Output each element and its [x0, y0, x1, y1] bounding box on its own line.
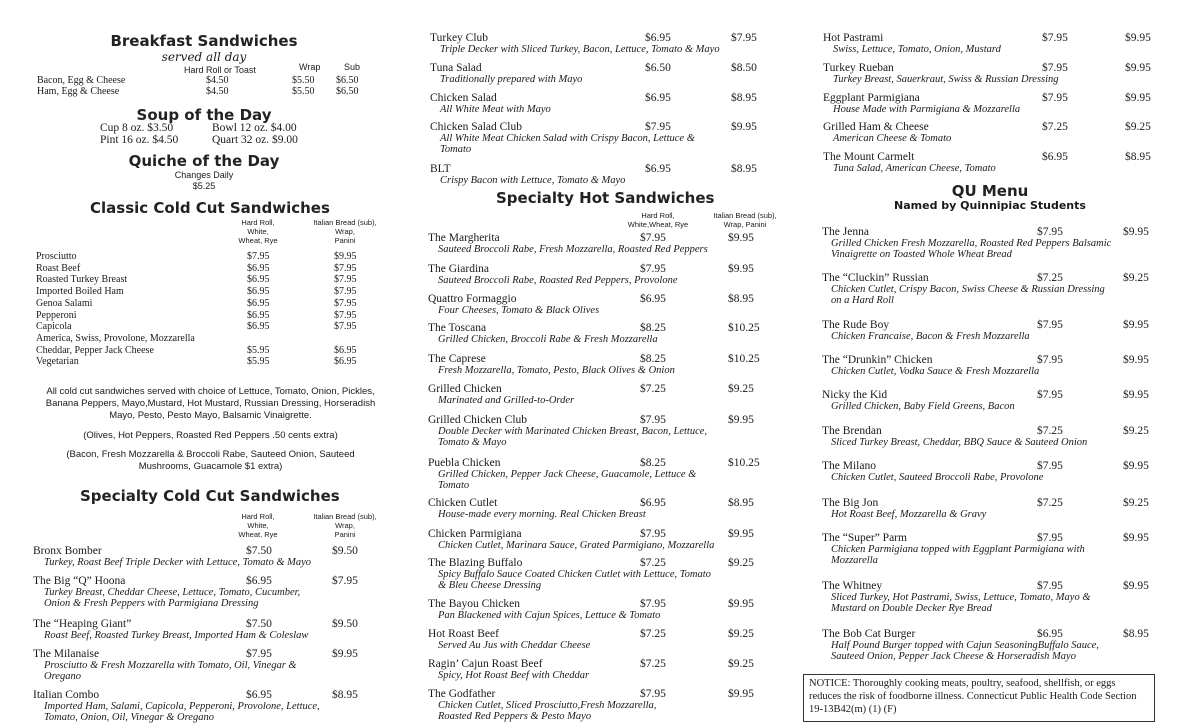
menu-item-description: House Made with Parmigiana & Mozzarella	[833, 104, 1021, 115]
breakfast-header-sub: Sub	[344, 62, 361, 72]
specialty-cold-header-roll: Hard Roll, White, Wheat, Rye	[238, 512, 278, 539]
menu-item-price-roll: $7.95	[1037, 319, 1063, 331]
menu-item-description: All White Meat Chicken Salad with Crispy Bacon, Lettuce & Tomato	[440, 133, 695, 155]
menu-item-description: Grilled Chicken, Baby Field Greens, Bacon	[831, 401, 1015, 412]
menu-item-description: Chicken Cutlet, Sliced Prosciutto,Fresh Mozzarella, Roasted Red Peppers & Pesto Mayo	[438, 700, 657, 722]
classic-item-name: Vegetarian	[36, 356, 79, 368]
menu-item-description: Imported Ham, Salami, Capicola, Pepperoni, Provolone, Lettuce, Tomato, Onion, Oil, Vinegar & Oregano	[44, 701, 320, 723]
menu-item-name: Puebla Chicken	[428, 457, 501, 469]
classic-price-roll: $6.95	[247, 286, 270, 298]
menu-item-description: Chicken Cutlet, Crispy Bacon, Swiss Cheese & Russian Dressing on a Hard Roll	[831, 284, 1105, 306]
menu-item-description: Served Au Jus with Cheddar Cheese	[438, 640, 591, 651]
specialty-cold-header-sub: Italian Bread (sub), Wrap, Panini	[313, 512, 377, 539]
menu-item-price-roll: $7.95	[1037, 580, 1063, 592]
menu-item-description: Grilled Chicken Fresh Mozzarella, Roasted Red Peppers Balsamic Vinaigrette on Toasted Whole Wheat Bread	[831, 238, 1112, 260]
menu-item-description: House-made every morning. Real Chicken Breast	[438, 509, 646, 520]
classic-price-sub: $7.95	[334, 262, 357, 274]
menu-item-price-sub: $9.25	[728, 658, 754, 670]
menu-item-price-roll: $7.50	[246, 545, 272, 557]
classic-item-name: America, Swiss, Provolone, Mozzarella	[36, 332, 195, 344]
menu-item-price-roll: $8.25	[640, 457, 666, 469]
menu-item-price-sub: $9.95	[1123, 319, 1149, 331]
menu-item-price-sub: $9.95	[1123, 580, 1149, 592]
specialty-cold-title: Specialty Cold Cut Sandwiches	[80, 487, 340, 505]
classic-price-roll: $6.95	[247, 321, 270, 333]
menu-item-price-sub: $9.95	[1125, 62, 1151, 74]
breakfast-price-wrap: $5.50	[292, 75, 315, 86]
classic-note-extras-50: (Olives, Hot Peppers, Roasted Red Peppers .50 cents extra)	[83, 430, 338, 441]
menu-item-price-roll: $7.95	[1037, 354, 1063, 366]
classic-item-name: Genoa Salami	[36, 297, 93, 309]
classic-price-roll: $5.95	[247, 344, 270, 356]
breakfast-price-roll: $4.50	[206, 75, 229, 86]
menu-item-price-sub: $8.95	[1123, 628, 1149, 640]
menu-item-description: Prosciutto & Fresh Mozzarella with Tomato, Oil, Vinegar & Oregano	[44, 660, 297, 682]
menu-item-price-sub: $7.95	[731, 32, 757, 44]
menu-item-name: Chicken Parmigiana	[428, 528, 522, 540]
soup-pint: Pint 16 oz. $4.50	[100, 134, 179, 146]
menu-item-price-sub: $9.95	[728, 688, 754, 700]
menu-item-price-sub: $9.25	[1123, 497, 1149, 509]
menu-item-price-roll: $6.50	[645, 62, 671, 74]
classic-price-sub: $7.95	[334, 321, 357, 333]
menu-item-name: The Toscana	[428, 322, 487, 334]
menu-item-name: The Bob Cat Burger	[822, 628, 916, 640]
menu-item-name: The Bayou Chicken	[428, 598, 520, 610]
breakfast-item-name: Bacon, Egg & Cheese	[37, 75, 126, 86]
menu-item-description: Swiss, Lettuce, Tomato, Onion, Mustard	[833, 44, 1001, 55]
classic-price-sub: $7.95	[334, 297, 357, 309]
menu-item-name: Italian Combo	[33, 689, 100, 701]
menu-item-description: Sliced Turkey, Hot Pastrami, Swiss, Lettuce, Tomato, Mayo & Mustard on Double Decker Rye Bread	[831, 592, 1091, 614]
classic-price-roll: $5.95	[247, 356, 270, 368]
menu-item-description: Pan Blackened with Cajun Spices, Lettuce & Tomato	[438, 610, 661, 621]
menu-item-price-roll: $7.95	[640, 688, 666, 700]
menu-item-price-sub: $9.95	[728, 598, 754, 610]
classic-item-name: Imported Boiled Ham	[36, 286, 124, 298]
classic-item-name: Prosciutto	[36, 251, 77, 262]
hot-header-sub: Italian Bread (sub), Wrap, Panini	[713, 211, 777, 229]
menu-item-description: Double Decker with Marinated Chicken Breast, Bacon, Lettuce, Tomato & Mayo	[438, 426, 708, 448]
menu-item-description: Traditionally prepared with Mayo	[440, 74, 583, 85]
menu-item-description: Turkey Breast, Sauerkraut, Swiss & Russian Dressing	[833, 74, 1059, 85]
classic-price-sub: $6.95	[334, 344, 357, 356]
soup-quart: Quart 32 oz. $9.00	[212, 134, 298, 146]
menu-item-name: The Whitney	[822, 580, 883, 592]
classic-price-roll: $6.95	[247, 262, 270, 274]
menu-item-description: Tuna Salad, American Cheese, Tomato	[833, 163, 996, 174]
menu-item-price-sub: $9.95	[728, 263, 754, 275]
classic-price-sub: $7.95	[334, 309, 357, 321]
menu-item-name: Turkey Rueban	[823, 62, 894, 74]
menu-item-price-roll: $7.95	[1042, 92, 1068, 104]
menu-item-name: The Caprese	[428, 353, 486, 365]
breakfast-item-name: Ham, Egg & Cheese	[37, 86, 120, 97]
menu-item-price-sub: $9.25	[728, 557, 754, 569]
classic-price-sub: $7.95	[334, 274, 357, 286]
menu-item-price-roll: $6.95	[645, 163, 671, 175]
classic-price-roll: $6.95	[247, 309, 270, 321]
menu-item-price-roll: $7.95	[640, 598, 666, 610]
classic-item-name: Pepperoni	[36, 309, 77, 321]
menu-item-price-sub: $9.25	[1123, 272, 1149, 284]
menu-item-price-roll: $6.95	[1037, 628, 1063, 640]
menu-item-description: Chicken Cutlet, Sauteed Broccoli Rabe, Provolone	[831, 472, 1044, 483]
menu-item-description: Grilled Chicken, Broccoli Rabe & Fresh Mozzarella	[438, 334, 658, 345]
breakfast-header-wrap: Wrap	[299, 62, 321, 72]
hot-title: Specialty Hot Sandwiches	[496, 189, 715, 207]
menu-item-price-roll: $7.95	[640, 528, 666, 540]
menu-item-name: Tuna Salad	[430, 62, 482, 74]
menu-item-description: Chicken Francaise, Bacon & Fresh Mozzarella	[831, 331, 1030, 342]
menu-item-description: American Cheese & Tomato	[833, 133, 952, 144]
hot-header-roll: Hard Roll, White,Wheat, Rye	[627, 211, 689, 229]
menu-item-price-roll: $6.95	[640, 497, 666, 509]
menu-item-price-sub: $9.95	[731, 121, 757, 133]
menu-item-name: The “Drunkin” Chicken	[822, 354, 933, 366]
menu-item-price-sub: $9.95	[1123, 354, 1149, 366]
menu-item-name: Ragin’ Cajun Roast Beef	[428, 658, 543, 670]
menu-item-price-sub: $8.95	[731, 92, 757, 104]
menu-item-price-roll: $6.95	[645, 92, 671, 104]
menu-item-name: Hot Roast Beef	[428, 628, 499, 640]
health-notice: NOTICE: Thoroughly cooking meats, poultry, seafood, shellfish, or eggs reduces the risk of foodborne illness. Connecticut Public Health Code Section 19-13B42(m) (1) (F)	[803, 674, 1155, 722]
menu-item-name: The Big “Q” Hoona	[33, 575, 126, 587]
menu-item-name: The Mount Carmelt	[823, 151, 915, 163]
menu-item-name: The Godfather	[428, 688, 496, 700]
menu-item-name: Chicken Salad Club	[430, 121, 522, 133]
menu-item-description: Fresh Mozzarella, Tomato, Pesto, Black Olives & Onion	[438, 365, 675, 376]
menu-item-price-sub: $9.95	[1125, 92, 1151, 104]
menu-item-price-roll: $7.95	[246, 648, 272, 660]
menu-item-price-roll: $7.25	[1037, 272, 1063, 284]
menu-item-price-roll: $8.25	[640, 322, 666, 334]
breakfast-header-roll: Hard Roll or Toast	[184, 65, 256, 75]
menu-item-name: The “Heaping Giant”	[33, 618, 132, 630]
menu-item-name: Nicky the Kid	[822, 389, 888, 401]
menu-item-price-roll: $7.25	[640, 383, 666, 395]
menu-item-price-roll: $7.95	[1037, 226, 1063, 238]
menu-item-price-roll: $7.95	[1037, 460, 1063, 472]
classic-header-roll: Hard Roll, White, Wheat, Rye	[238, 218, 278, 245]
menu-item-description: Chicken Cutlet, Marinara Sauce, Grated Parmigiano, Mozzarella	[438, 540, 715, 551]
menu-item-price-roll: $8.25	[640, 353, 666, 365]
menu-item-name: The Giardina	[428, 263, 489, 275]
menu-item-price-sub: $8.50	[731, 62, 757, 74]
menu-item-name: Eggplant Parmigiana	[823, 92, 920, 104]
menu-item-name: Quattro Formaggio	[428, 293, 517, 305]
menu-item-name: The Milano	[822, 460, 876, 472]
menu-item-price-sub: $9.25	[728, 628, 754, 640]
menu-item-price-sub: $9.95	[1123, 460, 1149, 472]
menu-item-description: Grilled Chicken, Pepper Jack Cheese, Guacamole, Lettuce & Tomato	[438, 469, 697, 491]
menu-item-price-roll: $7.95	[640, 414, 666, 426]
menu-item-price-roll: $7.50	[246, 618, 272, 630]
menu-item-description: Sauteed Broccoli Rabe, Fresh Mozzarella, Roasted Red Peppers	[438, 244, 708, 255]
menu-item-price-sub: $9.25	[1125, 121, 1151, 133]
classic-note-extras-1: (Bacon, Fresh Mozzarella & Broccoli Rabe, Sauteed Onion, Sauteed Mushrooms, Guacamole $1 extra)	[66, 449, 355, 472]
classic-item-name: Roasted Turkey Breast	[36, 274, 128, 286]
breakfast-price-sub: $6.50	[336, 86, 359, 97]
menu-item-name: Chicken Cutlet	[428, 497, 498, 509]
classic-price-sub: $9.95	[334, 251, 357, 262]
menu-item-price-sub: $8.95	[332, 689, 358, 701]
menu-item-price-sub: $9.95	[1123, 226, 1149, 238]
menu-item-price-roll: $7.95	[1037, 389, 1063, 401]
quiche-note: Changes Daily	[174, 170, 234, 180]
menu-item-description: Triple Decker with Sliced Turkey, Bacon, Lettuce, Tomato & Mayo	[440, 44, 720, 55]
menu-item-description: Marinated and Grilled-to-Order	[438, 395, 575, 406]
menu-item-name: Grilled Ham & Cheese	[823, 121, 929, 133]
menu-item-price-sub: $10.25	[728, 353, 760, 365]
quiche-title: Quiche of the Day	[128, 152, 280, 170]
classic-item-name: Cheddar, Pepper Jack Cheese	[36, 344, 154, 356]
menu-item-price-sub: $9.25	[728, 383, 754, 395]
classic-price-sub: $6.95	[334, 356, 357, 368]
menu-item-name: The Rude Boy	[822, 319, 890, 331]
qu-subtitle: Named by Quinnipiac Students	[894, 199, 1086, 212]
menu-item-price-roll: $7.25	[640, 658, 666, 670]
menu-item-price-roll: $7.25	[640, 628, 666, 640]
classic-header-sub: Italian Bread (sub), Wrap, Panini	[313, 218, 377, 245]
menu-item-description: Turkey, Roast Beef Triple Decker with Lettuce, Tomato & Mayo	[44, 557, 312, 568]
menu-item-price-sub: $9.50	[332, 545, 358, 557]
menu-item-price-sub: $8.95	[728, 293, 754, 305]
breakfast-title: Breakfast Sandwiches	[110, 32, 298, 50]
menu-item-price-sub: $9.95	[1125, 32, 1151, 44]
menu-item-description: All White Meat with Mayo	[440, 104, 551, 115]
menu-item-price-roll: $7.25	[1037, 425, 1063, 437]
menu-item-price-sub: $9.95	[332, 648, 358, 660]
menu-item-price-roll: $7.95	[645, 121, 671, 133]
menu-item-price-sub: $8.95	[731, 163, 757, 175]
menu-item-name: Bronx Bomber	[33, 545, 102, 557]
menu-item-description: Hot Roast Beef, Mozzarella & Gravy	[831, 509, 987, 520]
menu-item-name: Turkey Club	[430, 32, 489, 44]
menu-item-description: Spicy, Hot Roast Beef with Cheddar	[438, 670, 590, 681]
classic-price-sub: $7.95	[334, 286, 357, 298]
menu-item-price-roll: $6.95	[645, 32, 671, 44]
menu-item-name: Chicken Salad	[430, 92, 497, 104]
breakfast-subtitle: served all day	[161, 50, 247, 64]
soup-cup: Cup 8 oz. $3.50	[100, 122, 174, 134]
menu-item-description: Sliced Turkey Breast, Cheddar, BBQ Sauce & Sauteed Onion	[831, 437, 1088, 448]
breakfast-price-sub: $6.50	[336, 75, 359, 86]
menu-item-price-roll: $6.95	[246, 575, 272, 587]
menu-item-price-roll: $7.95	[1042, 62, 1068, 74]
menu-item-price-sub: $9.95	[728, 414, 754, 426]
classic-price-roll: $7.95	[247, 251, 270, 262]
menu-item-price-roll: $7.95	[1037, 532, 1063, 544]
menu-item-price-roll: $7.95	[640, 232, 666, 244]
classic-price-roll: $6.95	[247, 297, 270, 309]
menu-item-name: The Big Jon	[822, 497, 879, 509]
menu-item-price-roll: $6.95	[1042, 151, 1068, 163]
menu-item-price-roll: $7.25	[640, 557, 666, 569]
menu-item-name: The “Super” Parm	[822, 532, 907, 544]
breakfast-price-wrap: $5.50	[292, 86, 315, 97]
menu-item-price-sub: $8.95	[728, 497, 754, 509]
menu-item-name: The Milanaise	[33, 648, 100, 660]
menu-item-name: The Blazing Buffalo	[428, 557, 523, 569]
menu-item-name: The Brendan	[822, 425, 882, 437]
menu-item-price-sub: $9.50	[332, 618, 358, 630]
menu-item-name: BLT	[430, 163, 451, 175]
menu-item-name: The Jenna	[822, 226, 869, 238]
menu-item-price-sub: $9.95	[1123, 389, 1149, 401]
menu-item-description: Four Cheeses, Tomato & Black Olives	[438, 305, 600, 316]
menu-item-name: Grilled Chicken	[428, 383, 502, 395]
qu-title: QU Menu	[951, 182, 1029, 200]
menu-item-price-sub: $10.25	[728, 457, 760, 469]
menu-item-name: Hot Pastrami	[823, 32, 884, 44]
menu-item-price-roll: $7.95	[1042, 32, 1068, 44]
menu-item-description: Roast Beef, Roasted Turkey Breast, Imported Ham & Coleslaw	[44, 630, 309, 641]
menu-item-price-roll: $6.95	[246, 689, 272, 701]
menu-item-price-roll: $7.25	[1037, 497, 1063, 509]
menu-item-price-sub: $9.25	[1123, 425, 1149, 437]
classic-note-toppings: All cold cut sandwiches served with choice of Lettuce, Tomato, Onion, Pickles, Banana Peppers, Mayo,Mustard, Hot Mustard, Russian Dressing, Horseradish Mayo, Pesto, Pesto Mayo, Balsamic Vinaigrette.	[45, 386, 376, 421]
menu-item-description: Spicy Buffalo Sauce Coated Chicken Cutlet with Lettuce, Tomato & Bleu Cheese Dressing	[438, 569, 711, 591]
menu-item-price-sub: $8.95	[1125, 151, 1151, 163]
menu-item-price-roll: $7.25	[1042, 121, 1068, 133]
menu-item-description: Chicken Parmigiana topped with Eggplant Parmigiana with Mozzarella	[831, 544, 1085, 566]
breakfast-price-roll: $4.50	[206, 86, 229, 97]
menu-item-price-sub: $10.25	[728, 322, 760, 334]
soup-title: Soup of the Day	[136, 106, 272, 124]
menu-item-description: Sauteed Broccoli Rabe, Roasted Red Peppers, Provolone	[438, 275, 678, 286]
classic-item-name: Roast Beef	[36, 262, 81, 274]
menu-item-price-sub: $7.95	[332, 575, 358, 587]
soup-bowl: Bowl 12 oz. $4.00	[212, 122, 297, 134]
menu-item-description: Half Pound Burger topped with Cajun SeasoningBuffalo Sauce, Sauteed Onion, Pepper Jack Cheese & Horseradish Mayo	[831, 640, 1099, 662]
menu-item-price-sub: $9.95	[728, 528, 754, 540]
menu-item-price-sub: $9.95	[728, 232, 754, 244]
quiche-price: $5.25	[192, 181, 216, 191]
menu-item-description: Turkey Breast, Cheddar Cheese, Lettuce, Tomato, Cucumber, Onion & Fresh Peppers with Parmigiana Dressing	[44, 587, 301, 609]
menu-item-price-sub: $9.95	[1123, 532, 1149, 544]
menu-item-name: The Margherita	[428, 232, 500, 244]
menu-item-name: Grilled Chicken Club	[428, 414, 528, 426]
menu-item-name: The “Cluckin” Russian	[822, 272, 929, 284]
menu-item-description: Crispy Bacon with Lettuce, Tomato & Mayo	[440, 175, 626, 186]
menu-item-price-roll: $7.95	[640, 263, 666, 275]
menu-item-description: Chicken Cutlet, Vodka Sauce & Fresh Mozzarella	[831, 366, 1040, 377]
classic-item-name: Capicola	[36, 321, 72, 333]
classic-price-roll: $6.95	[247, 274, 270, 286]
classic-title: Classic Cold Cut Sandwiches	[90, 199, 330, 217]
menu-item-price-roll: $6.95	[640, 293, 666, 305]
